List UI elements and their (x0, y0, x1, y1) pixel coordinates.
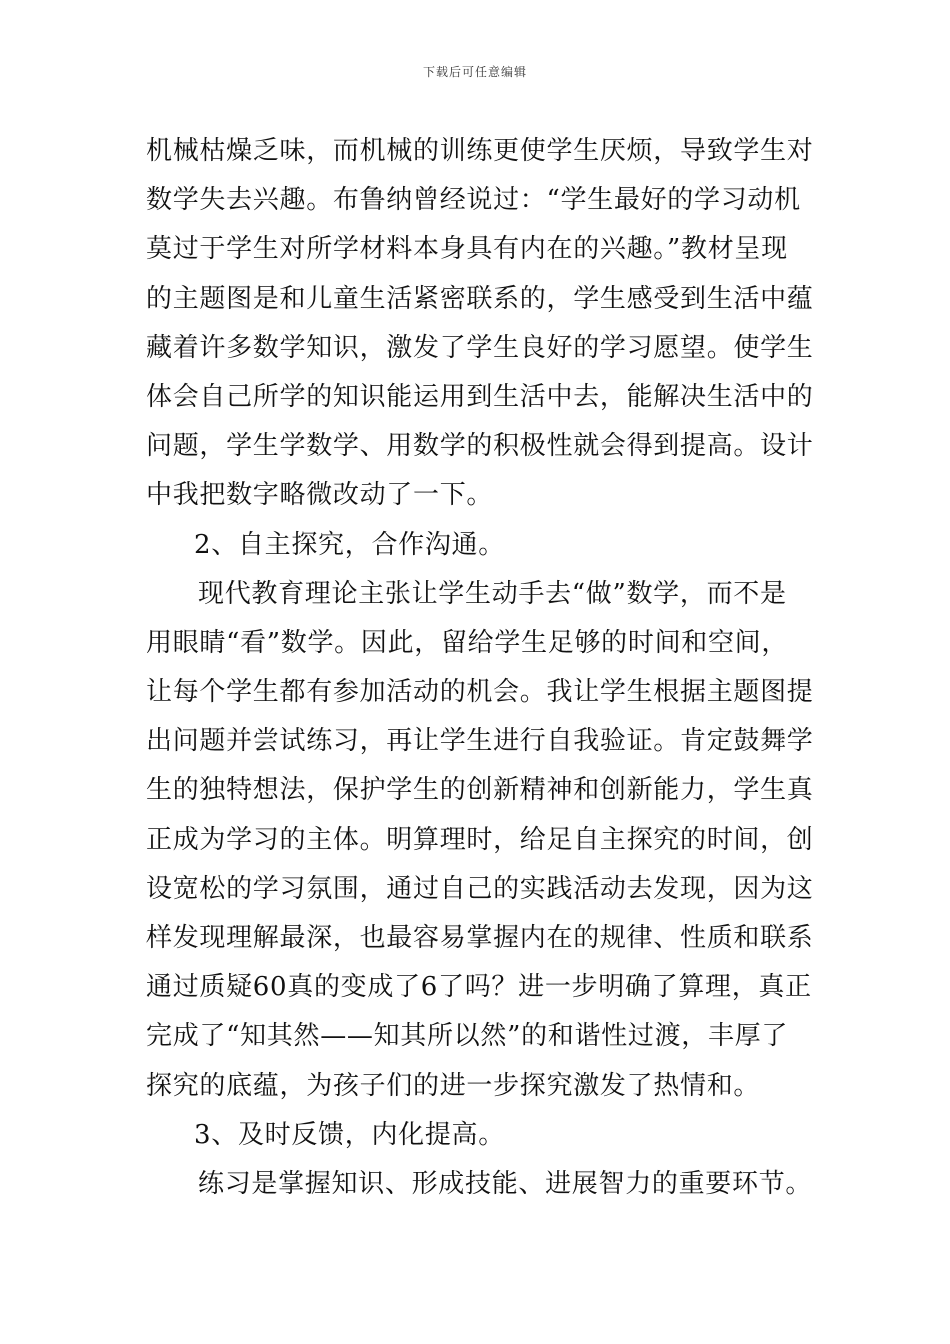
text-line: 莫过于学生对所学材料本身具有内在的兴趣。”教材呈现 (146, 234, 788, 265)
text-line: 藏着许多数学知识，激发了学生良好的学习愿望。使学生 (146, 332, 814, 363)
section-heading: 3、及时反馈，内化提高。 (194, 1119, 505, 1150)
text-line: 体会自己所学的知识能运用到生活中去，能解决生活中的 (146, 381, 814, 412)
text-line: 问题，学生学数学、用数学的积极性就会得到提高。设计 (146, 431, 814, 462)
text-line: 正成为学习的主体。明算理时，给足自主探究的时间，创 (146, 824, 814, 855)
text-line: 设宽松的学习氛围，通过自己的实践活动去发现，因为这 (146, 873, 814, 904)
text-line: 中我把数字略微改动了一下。 (146, 480, 494, 511)
paragraph-start: 练习是掌握知识、形成技能、进展智力的重要环节。 (198, 1168, 813, 1199)
text-line: 出问题并尝试练习，再让学生进行自我验证。肯定鼓舞学 (146, 726, 814, 757)
page-header: 下载后可任意编辑 (422, 65, 527, 79)
text-line: 用眼睛“看”数学。因此，留给学生足够的时间和空间， (146, 627, 789, 658)
text-line: 通过质疑60真的变成了6了吗？进一步明确了算理，真正 (146, 972, 812, 1003)
text-line: 的主题图是和儿童生活紧密联系的，学生感受到生活中蕴 (146, 283, 814, 314)
text-line: 让每个学生都有参加活动的机会。我让学生根据主题图提 (146, 677, 814, 708)
section-heading: 2、自主探究，合作沟通。 (194, 529, 505, 560)
text-line: 机械枯燥乏味，而机械的训练更使学生厌烦，导致学生对 (146, 136, 814, 166)
text-line: 样发现理解最深，也最容易掌握内在的规律、性质和联系 (146, 923, 814, 953)
paragraph-start: 现代教育理论主张让学生动手去“做”数学，而不是 (198, 578, 787, 609)
text-line: 生的独特想法，保护学生的创新精神和创新能力，学生真 (146, 775, 814, 806)
text-line: 数学失去兴趣。布鲁纳曾经说过：“学生最好的学习动机 (146, 185, 801, 216)
document-body (146, 127, 816, 1209)
text-line: 探究的底蕴，为孩子们的进一步探究激发了热情和。 (146, 1070, 761, 1101)
text-line: 完成了“知其然——知其所以然”的和谐性过渡，丰厚了 (146, 1021, 789, 1052)
